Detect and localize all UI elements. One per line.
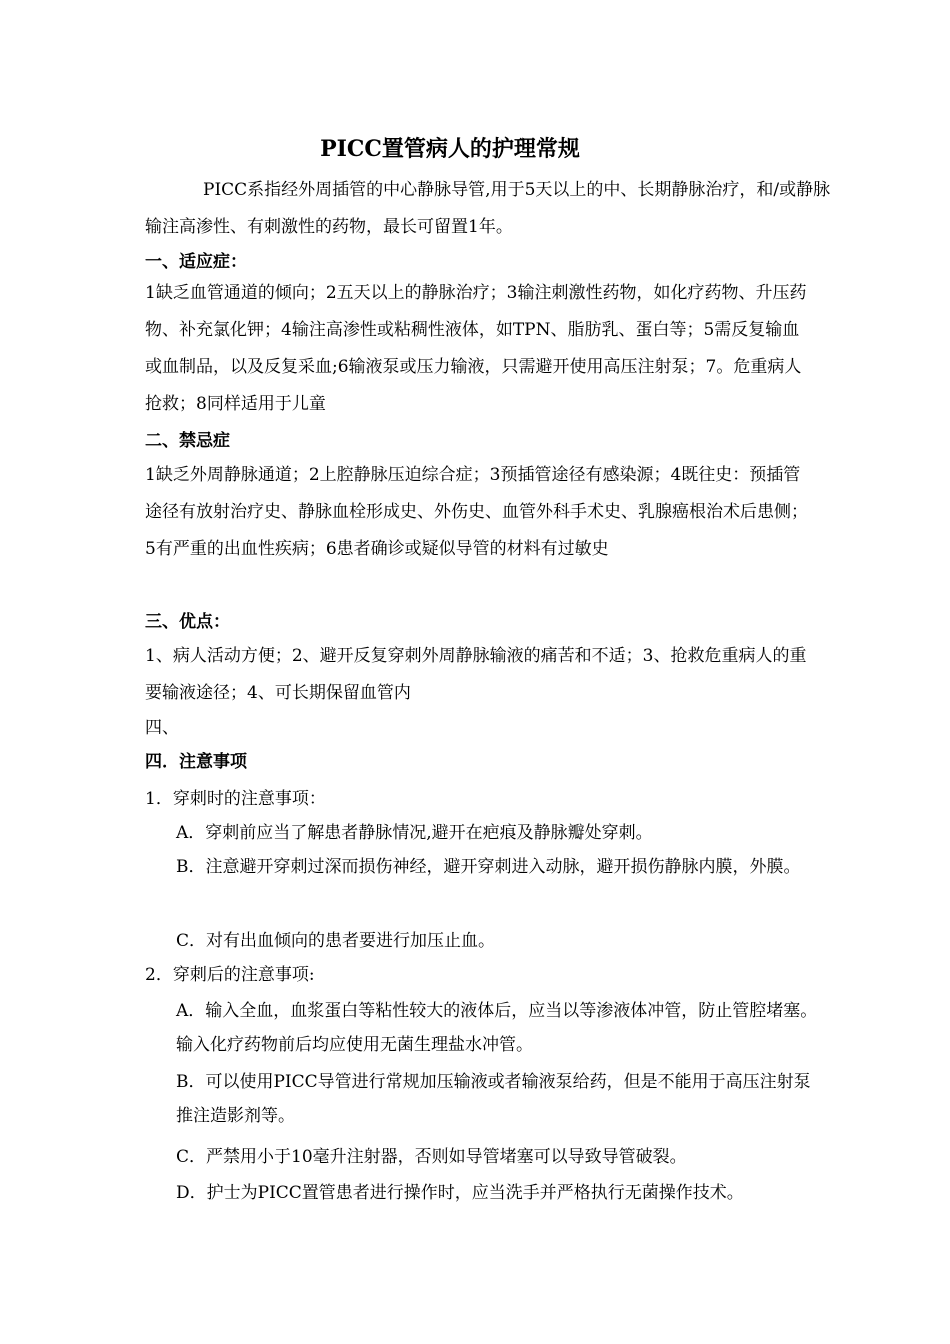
precaution-item: B．可以使用PICC导管进行常规加压输液或者输液泵给药，但是不能用于高压注射泵推注造影剂等。 — [176, 1072, 811, 1126]
precaution-item: C．对有出血倾向的患者要进行加压止血。 — [176, 931, 496, 951]
section-heading-contraindications: 二、禁忌症 — [145, 431, 230, 451]
section-text-contraindications: 1缺乏外周静脉通道；2上腔静脉压迫综合症；3预插管途径有感染源；4既往史：预插管途径有放射治疗史、静脉血栓形成史、外伤史、血管外科手术史、乳腺癌根治术后患侧；5有严重的出血性疾病；6患者确诊或疑似导管的材料有过敏史 — [145, 465, 808, 559]
precautions-heading: 四．注意事项 — [145, 752, 247, 772]
section-heading-indications: 一、适应症： — [145, 252, 247, 272]
precaution-item: A．穿刺前应当了解患者静脉情况,避开在疤痕及静脉瓣处穿刺。 — [176, 823, 653, 843]
stray-section-line: 四、 — [145, 718, 179, 738]
section-text-indications: 1缺乏血管通道的倾向；2五天以上的静脉治疗；3输注刺激性药物，如化疗药物、升压药物、补充氯化钾；4输注高渗性或粘稠性液体，如TPN、脂肪乳、蛋白等；5需反复输血或血制品，以及反复采血;6输液泵或压力输液，只需避开使用高压注射泵；7。危重病人抢救；8同样适用于儿童 — [145, 283, 807, 414]
precaution-item: A．输入全血，血浆蛋白等粘性较大的液体后，应当以等渗液体冲管，防止管腔堵塞。输入化疗药物前后均应使用无菌生理盐水冲管。 — [176, 1001, 818, 1055]
precaution-item: D．护士为PICC置管患者进行操作时，应当洗手并严格执行无菌操作技术。 — [176, 1183, 744, 1203]
document-title: PICC置管病人的护理常规 — [320, 136, 580, 162]
precaution-item: B．注意避开穿刺过深而损伤神经，避开穿刺进入动脉，避开损伤静脉内膜，外膜。 — [176, 857, 801, 877]
precautions-group-label: 1．穿刺时的注意事项： — [145, 789, 326, 809]
intro-paragraph: PICC系指经外周插管的中心静脉导管,用于5天以上的中、长期静脉治疗，和/或静脉输注高渗性、有刺激性的药物，最长可留置1年。 — [145, 180, 831, 237]
precautions-group-label: 2．穿刺后的注意事项: — [145, 965, 315, 985]
section-text-advantages: 1、病人活动方便；2、避开反复穿刺外周静脉输液的痛苦和不适；3、抢救危重病人的重要输液途径；4、可长期保留血管内 — [145, 646, 807, 703]
section-heading-advantages: 三、优点： — [145, 612, 230, 632]
precaution-item: C．严禁用小于10毫升注射器，否则如导管堵塞可以导致导管破裂。 — [176, 1147, 687, 1167]
